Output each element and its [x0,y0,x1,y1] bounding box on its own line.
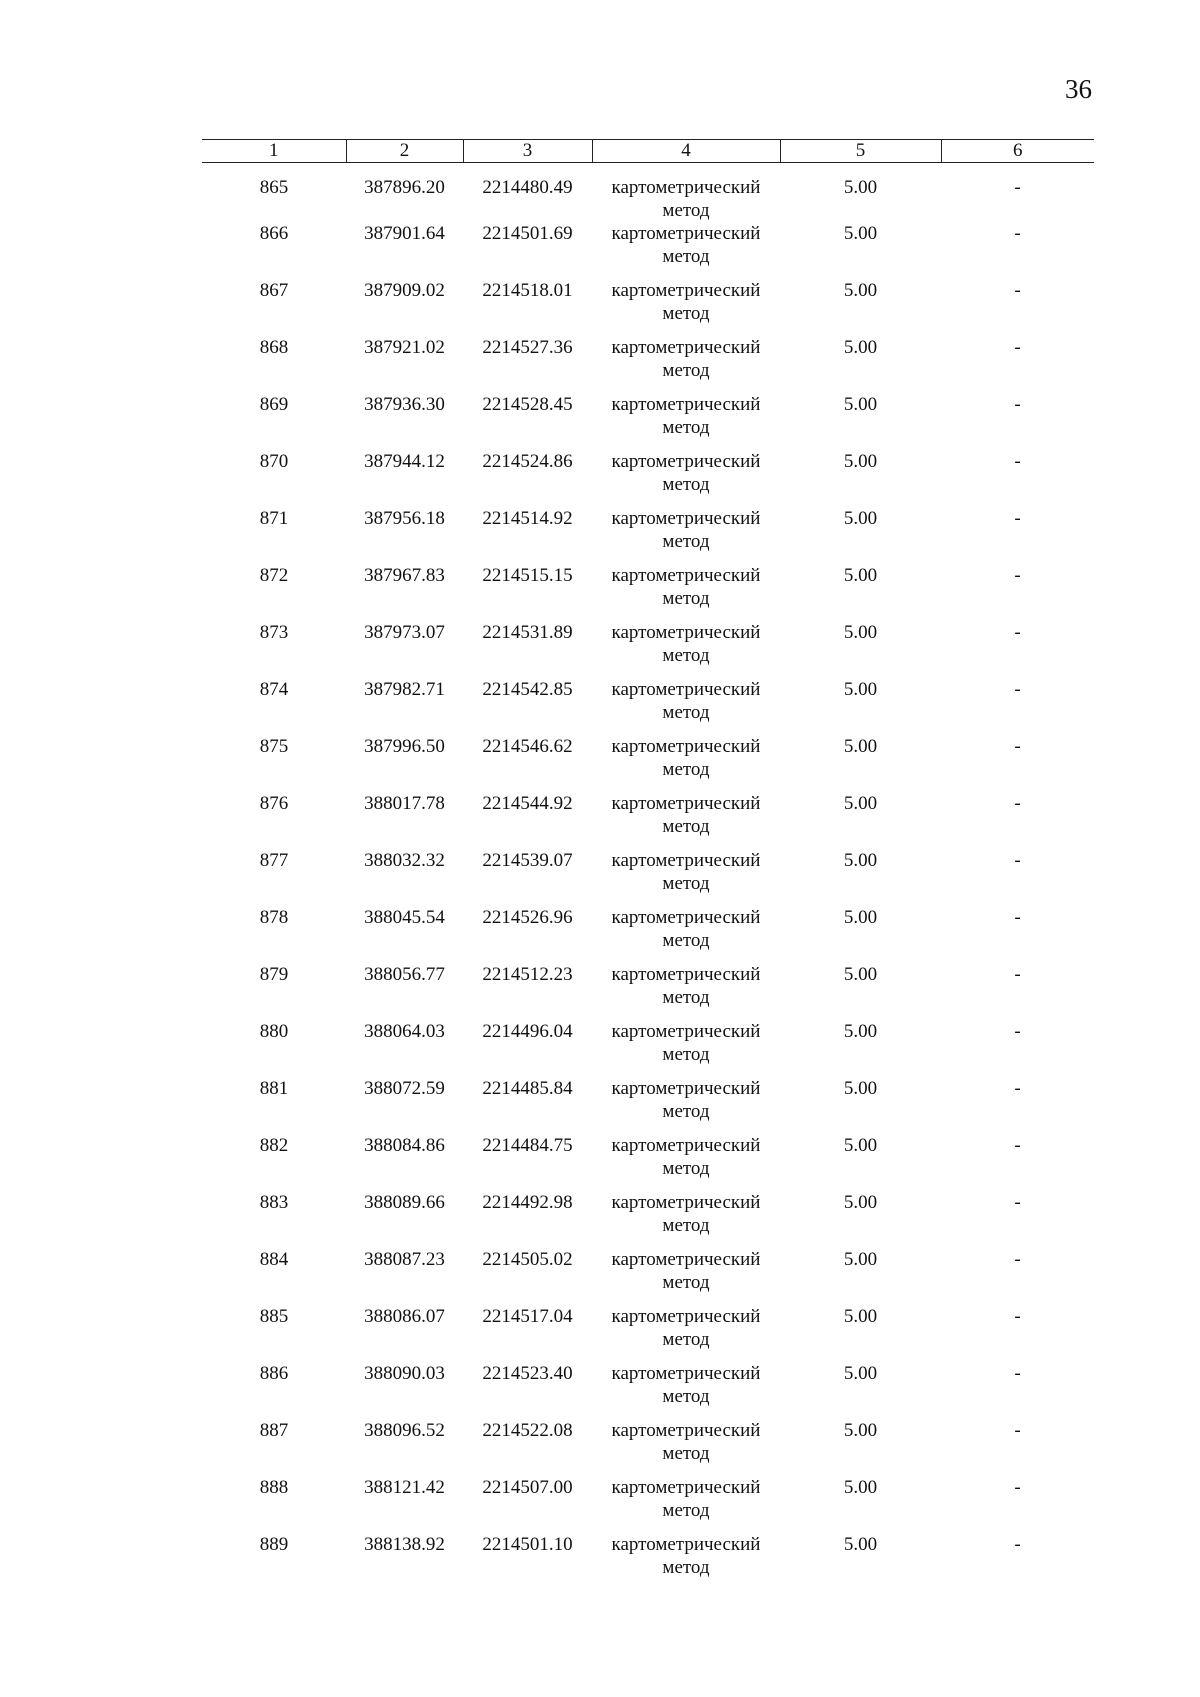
method-line-1: картометрический [611,736,761,757]
accuracy-cell: 5.00 [843,964,878,985]
x-coordinate-cell: 388086.07 [364,1306,445,1327]
method-line-2: метод [662,816,710,837]
method-line-2: метод [662,1500,710,1521]
note-cell: - [1014,679,1021,700]
method-line-1: картометрический [611,793,761,814]
table-row [202,906,1094,963]
note-cell: - [1014,1534,1021,1555]
method-line-1: картометрический [611,508,761,529]
x-coordinate-cell: 388084.86 [364,1135,445,1156]
method-cell [592,336,780,393]
table-row [202,621,1094,678]
point-number-cell: 870 [259,451,289,472]
method-cell [592,1305,780,1362]
note-cell: - [1014,565,1021,586]
method-line-1: картометрический [611,337,761,358]
note-cell: - [1014,223,1021,244]
note-cell: - [1014,850,1021,871]
header-col-4: 4 [592,140,780,163]
table-row [202,963,1094,1020]
x-coordinate-cell: 388045.54 [364,907,445,928]
method-line-2: метод [662,1158,710,1179]
accuracy-cell: 5.00 [843,622,878,643]
x-coordinate-cell: 388056.77 [364,964,445,985]
method-cell [592,222,780,279]
table-row [202,1362,1094,1419]
method-line-1: картометрический [611,1021,761,1042]
x-coordinate-cell: 387956.18 [364,508,445,529]
method-line-1: картометрический [611,1477,761,1498]
table-row [202,163,1094,223]
method-line-1: картометрический [611,1363,761,1384]
method-cell [592,564,780,621]
accuracy-cell: 5.00 [843,565,878,586]
accuracy-cell: 5.00 [843,1534,878,1555]
table-row [202,450,1094,507]
x-coordinate-cell: 387936.30 [364,394,445,415]
method-cell [592,1476,780,1533]
table-row [202,507,1094,564]
method-cell [592,393,780,450]
method-line-2: метод [662,360,710,381]
accuracy-cell: 5.00 [843,1135,878,1156]
x-coordinate-cell: 388138.92 [364,1534,445,1555]
method-line-1: картометрический [611,1249,761,1270]
y-coordinate-cell: 2214526.96 [482,907,573,928]
y-coordinate-cell: 2214507.00 [482,1477,573,1498]
method-line-2: метод [662,1101,710,1122]
method-line-2: метод [662,531,710,552]
note-cell: - [1014,622,1021,643]
method-line-2: метод [662,474,710,495]
method-line-1: картометрический [611,177,761,198]
method-line-1: картометрический [611,1078,761,1099]
y-coordinate-cell: 2214544.92 [482,793,573,814]
method-line-1: картометрический [611,394,761,415]
method-line-1: картометрический [611,850,761,871]
accuracy-cell: 5.00 [843,850,878,871]
x-coordinate-cell: 387973.07 [364,622,445,643]
point-number-cell: 888 [259,1477,289,1498]
method-line-2: метод [662,1329,710,1350]
method-line-2: метод [662,645,710,666]
method-line-2: метод [662,1386,710,1407]
table-body [202,163,1094,1591]
header-row [202,140,1094,163]
method-line-2: метод [662,873,710,894]
note-cell: - [1014,964,1021,985]
y-coordinate-cell: 2214522.08 [482,1420,573,1441]
y-coordinate-cell: 2214542.85 [482,679,573,700]
method-cell [592,735,780,792]
accuracy-cell: 5.00 [843,337,878,358]
accuracy-cell: 5.00 [843,1420,878,1441]
accuracy-cell: 5.00 [843,736,878,757]
method-line-1: картометрический [611,1192,761,1213]
accuracy-cell: 5.00 [843,1363,878,1384]
method-line-1: картометрический [611,622,761,643]
accuracy-cell: 5.00 [843,1477,878,1498]
method-line-1: картометрический [611,1420,761,1441]
note-cell: - [1014,508,1021,529]
point-number-cell: 887 [259,1420,289,1441]
method-line-2: метод [662,200,710,221]
y-coordinate-cell: 2214539.07 [482,850,573,871]
table-row [202,1533,1094,1590]
y-coordinate-cell: 2214492.98 [482,1192,573,1213]
point-number-cell: 879 [259,964,289,985]
header-col-2: 2 [346,140,463,163]
method-line-1: картометрический [611,1534,761,1555]
y-coordinate-cell: 2214518.01 [482,280,573,301]
accuracy-cell: 5.00 [843,508,878,529]
coordinates-table [202,139,1094,1590]
table-row [202,222,1094,279]
point-number-cell: 868 [259,337,289,358]
table-row [202,1077,1094,1134]
method-cell [592,792,780,849]
method-cell [592,163,780,223]
x-coordinate-cell: 387944.12 [364,451,445,472]
note-cell: - [1014,1021,1021,1042]
accuracy-cell: 5.00 [843,907,878,928]
method-line-1: картометрический [611,223,761,244]
x-coordinate-cell: 387982.71 [364,679,445,700]
note-cell: - [1014,394,1021,415]
x-coordinate-cell: 388017.78 [364,793,445,814]
table-row [202,1305,1094,1362]
note-cell: - [1014,451,1021,472]
point-number-cell: 865 [259,177,289,198]
method-cell [592,1248,780,1305]
x-coordinate-cell: 387921.02 [364,337,445,358]
x-coordinate-cell: 388032.32 [364,850,445,871]
x-coordinate-cell: 388090.03 [364,1363,445,1384]
point-number-cell: 889 [259,1534,289,1555]
point-number-cell: 886 [259,1363,289,1384]
accuracy-cell: 5.00 [843,223,878,244]
method-line-1: картометрический [611,451,761,472]
accuracy-cell: 5.00 [843,177,878,198]
point-number-cell: 874 [259,679,289,700]
point-number-cell: 869 [259,394,289,415]
note-cell: - [1014,1135,1021,1156]
note-cell: - [1014,907,1021,928]
y-coordinate-cell: 2214524.86 [482,451,573,472]
method-line-2: метод [662,1215,710,1236]
method-cell [592,1077,780,1134]
method-line-1: картометрический [611,1135,761,1156]
header-col-5: 5 [780,140,941,163]
method-cell [592,1134,780,1191]
page-number: 36 [1065,74,1092,104]
method-cell [592,279,780,336]
point-number-cell: 878 [259,907,289,928]
table-row [202,1134,1094,1191]
method-line-2: метод [662,1443,710,1464]
point-number-cell: 885 [259,1306,289,1327]
point-number-cell: 872 [259,565,289,586]
method-line-2: метод [662,246,710,267]
header-col-6: 6 [941,140,1094,163]
table-row [202,1476,1094,1533]
method-line-2: метод [662,417,710,438]
method-cell [592,1020,780,1077]
accuracy-cell: 5.00 [843,451,878,472]
point-number-cell: 880 [259,1021,289,1042]
method-line-2: метод [662,702,710,723]
note-cell: - [1014,337,1021,358]
accuracy-cell: 5.00 [843,1192,878,1213]
y-coordinate-cell: 2214501.69 [482,223,573,244]
point-number-cell: 881 [259,1078,289,1099]
note-cell: - [1014,1477,1021,1498]
y-coordinate-cell: 2214480.49 [482,177,573,198]
note-cell: - [1014,1249,1021,1270]
x-coordinate-cell: 388072.59 [364,1078,445,1099]
table-row [202,735,1094,792]
method-cell [592,849,780,906]
header-col-3: 3 [463,140,592,163]
table-row [202,849,1094,906]
table-row [202,393,1094,450]
y-coordinate-cell: 2214517.04 [482,1306,573,1327]
method-line-1: картометрический [611,907,761,928]
accuracy-cell: 5.00 [843,1249,878,1270]
table-header [202,140,1094,163]
point-number-cell: 871 [259,508,289,529]
table-row [202,279,1094,336]
method-cell [592,1362,780,1419]
point-number-cell: 876 [259,793,289,814]
method-cell [592,906,780,963]
note-cell: - [1014,1306,1021,1327]
note-cell: - [1014,1363,1021,1384]
x-coordinate-cell: 388096.52 [364,1420,445,1441]
accuracy-cell: 5.00 [843,394,878,415]
accuracy-cell: 5.00 [843,1021,878,1042]
method-cell [592,507,780,564]
method-line-1: картометрический [611,964,761,985]
method-cell [592,1419,780,1476]
y-coordinate-cell: 2214505.02 [482,1249,573,1270]
x-coordinate-cell: 387909.02 [364,280,445,301]
table-row [202,1191,1094,1248]
method-line-2: метод [662,930,710,951]
method-cell [592,621,780,678]
header-col-1: 1 [202,140,346,163]
accuracy-cell: 5.00 [843,1078,878,1099]
point-number-cell: 882 [259,1135,289,1156]
x-coordinate-cell: 388121.42 [364,1477,445,1498]
y-coordinate-cell: 2214523.40 [482,1363,573,1384]
method-line-2: метод [662,987,710,1008]
method-line-1: картометрический [611,565,761,586]
accuracy-cell: 5.00 [843,793,878,814]
method-line-2: метод [662,303,710,324]
accuracy-cell: 5.00 [843,679,878,700]
note-cell: - [1014,1192,1021,1213]
table-row [202,1020,1094,1077]
x-coordinate-cell: 388064.03 [364,1021,445,1042]
y-coordinate-cell: 2214484.75 [482,1135,573,1156]
method-cell [592,1191,780,1248]
method-line-2: метод [662,1557,710,1578]
table-row [202,564,1094,621]
method-line-2: метод [662,1044,710,1065]
x-coordinate-cell: 387967.83 [364,565,445,586]
y-coordinate-cell: 2214515.15 [482,565,573,586]
method-line-2: метод [662,759,710,780]
y-coordinate-cell: 2214527.36 [482,337,573,358]
y-coordinate-cell: 2214501.10 [482,1534,573,1555]
table-row [202,678,1094,735]
x-coordinate-cell: 387996.50 [364,736,445,757]
x-coordinate-cell: 388089.66 [364,1192,445,1213]
y-coordinate-cell: 2214485.84 [482,1078,573,1099]
note-cell: - [1014,280,1021,301]
y-coordinate-cell: 2214512.23 [482,964,573,985]
point-number-cell: 866 [259,223,289,244]
method-cell [592,450,780,507]
y-coordinate-cell: 2214514.92 [482,508,573,529]
point-number-cell: 873 [259,622,289,643]
method-line-1: картометрический [611,280,761,301]
method-cell [592,963,780,1020]
table-row [202,792,1094,849]
point-number-cell: 867 [259,280,289,301]
method-cell [592,678,780,735]
point-number-cell: 877 [259,850,289,871]
table-row [202,336,1094,393]
y-coordinate-cell: 2214496.04 [482,1021,573,1042]
method-line-1: картометрический [611,1306,761,1327]
point-number-cell: 884 [259,1249,289,1270]
note-cell: - [1014,736,1021,757]
y-coordinate-cell: 2214531.89 [482,622,573,643]
method-line-2: метод [662,1272,710,1293]
x-coordinate-cell: 387901.64 [364,223,445,244]
method-line-1: картометрический [611,679,761,700]
method-line-2: метод [662,588,710,609]
x-coordinate-cell: 387896.20 [364,177,445,198]
point-number-cell: 875 [259,736,289,757]
note-cell: - [1014,177,1021,198]
accuracy-cell: 5.00 [843,280,878,301]
note-cell: - [1014,1078,1021,1099]
x-coordinate-cell: 388087.23 [364,1249,445,1270]
note-cell: - [1014,793,1021,814]
table-row [202,1419,1094,1476]
note-cell: - [1014,1420,1021,1441]
y-coordinate-cell: 2214546.62 [482,736,573,757]
method-cell [592,1533,780,1590]
table-row [202,1248,1094,1305]
point-number-cell: 883 [259,1192,289,1213]
accuracy-cell: 5.00 [843,1306,878,1327]
y-coordinate-cell: 2214528.45 [482,394,573,415]
